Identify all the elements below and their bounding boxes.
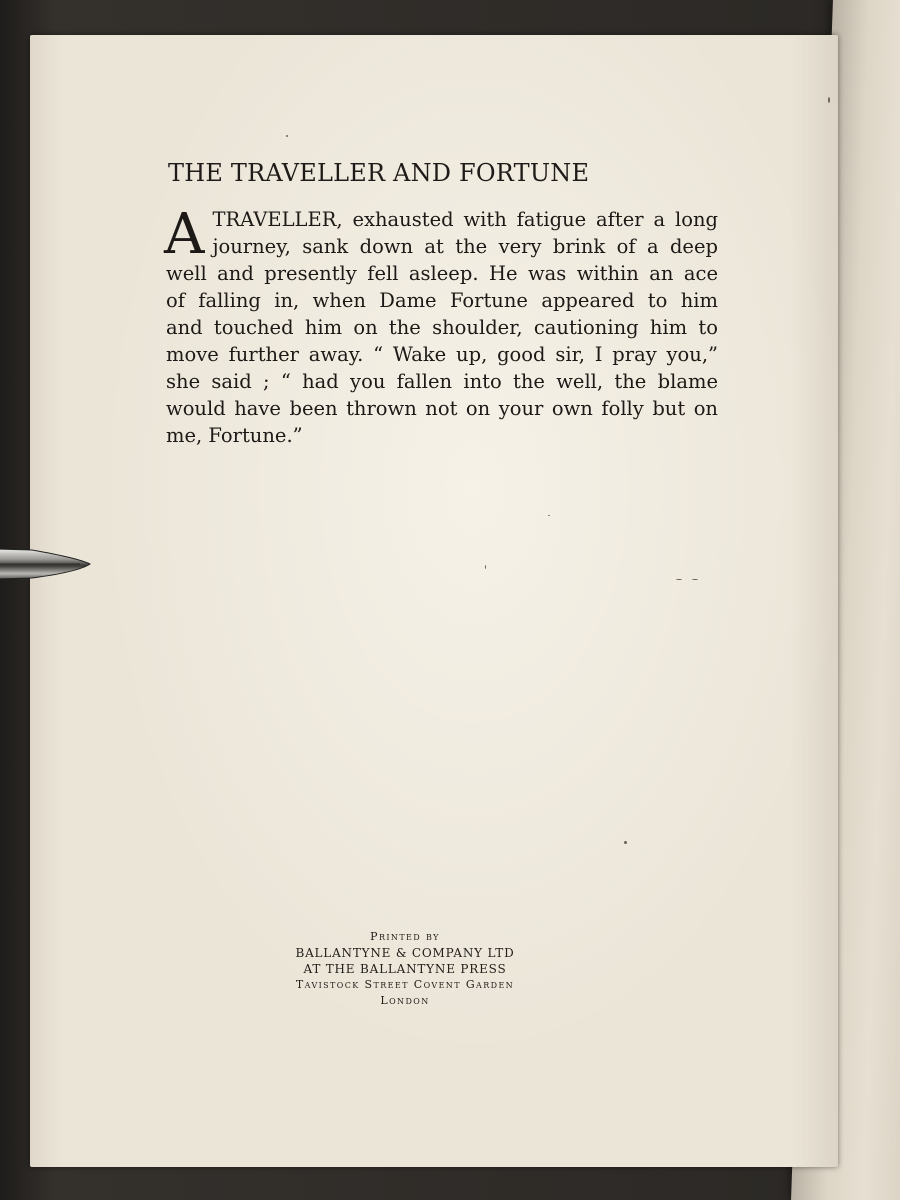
book-page <box>30 35 838 1167</box>
text-line-7: she said ; “ had you fallen into the well, the blame <box>166 370 718 393</box>
fable-title: THE TRAVELLER AND FORTUNE <box>168 159 590 187</box>
imprint-press: AT THE BALLANTYNE PRESS <box>303 962 507 976</box>
text-line-4: of falling in, when Dame Fortune appeared to him <box>166 289 718 312</box>
text-line-2: journey, sank down at the very brink of a deep <box>212 235 718 258</box>
text-line-5: and touched him on the shoulder, cautioning him to <box>166 316 718 339</box>
paper-speck <box>286 135 288 137</box>
imprint-printed-by: Printed by <box>370 930 440 943</box>
paper-speck <box>676 579 682 580</box>
imprint-street: Tavistock Street Covent Garden <box>295 978 515 991</box>
text-line-1: TRAVELLER, exhausted with fatigue after a long <box>212 208 718 231</box>
paper-speck <box>692 579 698 580</box>
text-line-9: me, Fortune.” <box>166 424 303 447</box>
paper-speck <box>624 841 627 844</box>
text-line-3: well and presently fell asleep. He was within an ace <box>166 262 718 285</box>
text-line-6: move further away. “ Wake up, good sir, I pray you,” <box>166 343 718 366</box>
pen-nib-icon <box>0 540 92 586</box>
imprint-company: BALLANTYNE & COMPANY LTD <box>295 946 515 960</box>
paper-speck <box>485 565 486 569</box>
drop-cap: A <box>164 202 205 267</box>
text-line-8: would have been thrown not on your own folly but on <box>166 397 718 420</box>
paper-speck <box>548 515 550 516</box>
printer-imprint <box>260 929 550 1009</box>
imprint-city: London <box>380 994 430 1007</box>
fable-text <box>164 202 718 449</box>
paper-speck <box>828 97 830 103</box>
